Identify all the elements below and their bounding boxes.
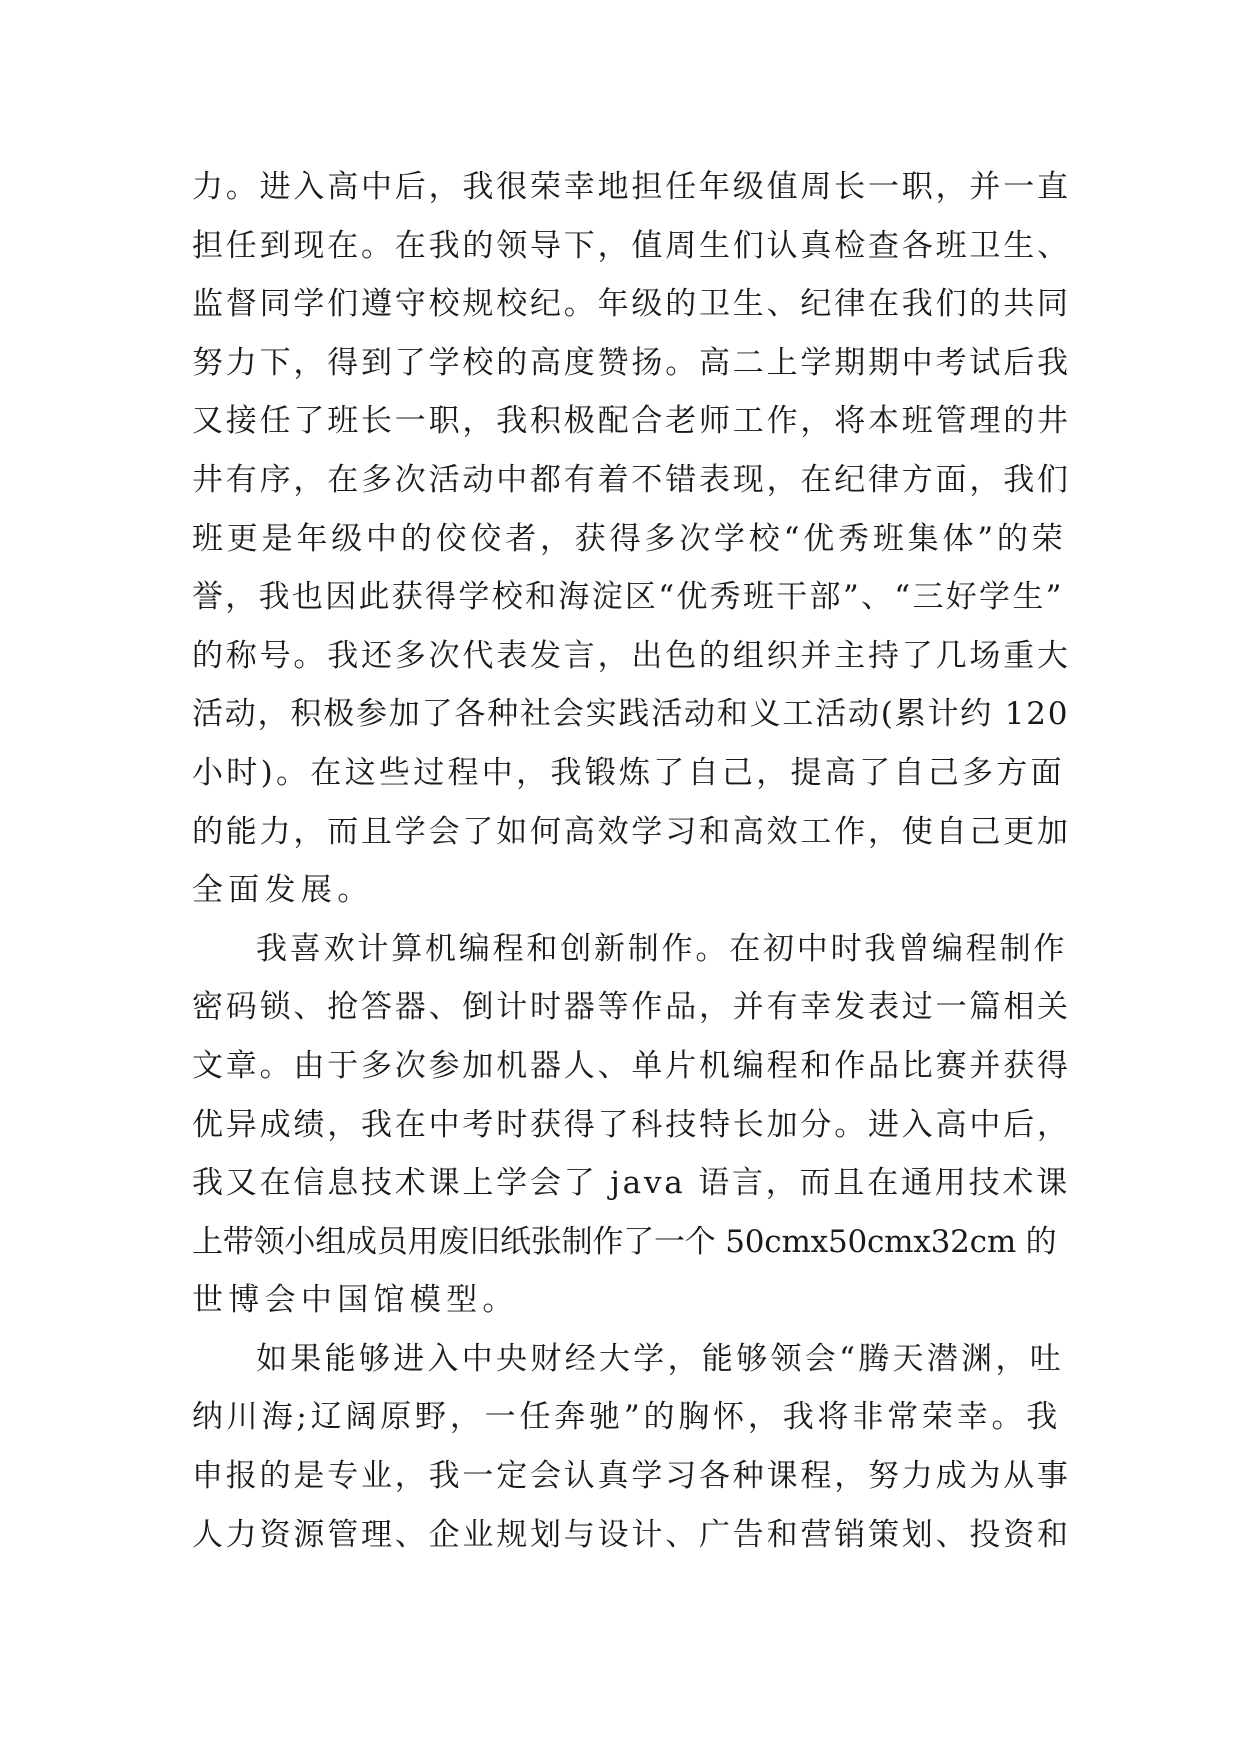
text-line: 我又在信息技术课上学会了 java 语言，而且在通用技术课 [192, 1165, 1070, 1202]
text-line: 的能力，而且学会了如何高效学习和高效工作，使自己更加 [192, 813, 1071, 850]
text-line: 上带领小组成员用废旧纸张制作了一个 50cmx50cmx32cm 的 [192, 1223, 1057, 1260]
text-line: 世博会中国馆模型。 [192, 1282, 519, 1319]
text-line: 我喜欢计算机编程和创新制作。在初中时我曾编程制作 [256, 930, 1068, 967]
text-line: 又接任了班长一职，我积极配合老师工作，将本班管理的井 [192, 403, 1071, 440]
text-line: 班更是年级中的佼佼者，获得多次学校“优秀班集体”的荣 [192, 520, 1067, 557]
text-line: 如果能够进入中央财经大学，能够领会“腾天潜渊，吐 [256, 1340, 1065, 1377]
text-line: 纳川海;辽阔原野，一任奔驰”的胸怀，我将非常荣幸。我 [192, 1399, 1062, 1436]
text-line: 力。进入高中后，我很荣幸地担任年级值周长一职，并一直 [192, 169, 1071, 205]
text-line: 誉，我也因此获得学校和海淀区“优秀班干部”、“三好学生” [192, 579, 1064, 616]
text-line: 优异成绩，我在中考时获得了科技特长加分。进入高中后， [192, 1106, 1071, 1143]
text-line: 监督同学们遵守校规校纪。年级的卫生、纪律在我们的共同 [192, 286, 1071, 323]
text-line: 努力下，得到了学校的高度赞扬。高二上学期期中考试后我 [192, 344, 1071, 381]
text-line: 小时)。在这些过程中，我锻炼了自己，提高了自己多方面 [192, 754, 1065, 791]
text-line: 活动，积极参加了各种社会实践活动和义工活动(累计约 120 [192, 696, 1070, 733]
text-line: 人力资源管理、企业规划与设计、广告和营销策划、投资和 [192, 1516, 1071, 1553]
body-text [192, 158, 1072, 1564]
text-line: 申报的是专业，我一定会认真学习各种课程，努力成为从事 [192, 1458, 1071, 1495]
text-line: 的称号。我还多次代表发言，出色的组织并主持了几场重大 [192, 637, 1071, 674]
text-line: 文章。由于多次参加机器人、单片机编程和作品比赛并获得 [192, 1047, 1071, 1084]
text-line: 密码锁、抢答器、倒计时器等作品，并有幸发表过一篇相关 [192, 989, 1071, 1026]
text-line: 担任到现在。在我的领导下，值周生们认真检查各班卫生、 [192, 227, 1071, 264]
text-line: 井有序，在多次活动中都有着不错表现，在纪律方面，我们 [192, 461, 1071, 498]
text-line: 全面发展。 [192, 872, 374, 909]
